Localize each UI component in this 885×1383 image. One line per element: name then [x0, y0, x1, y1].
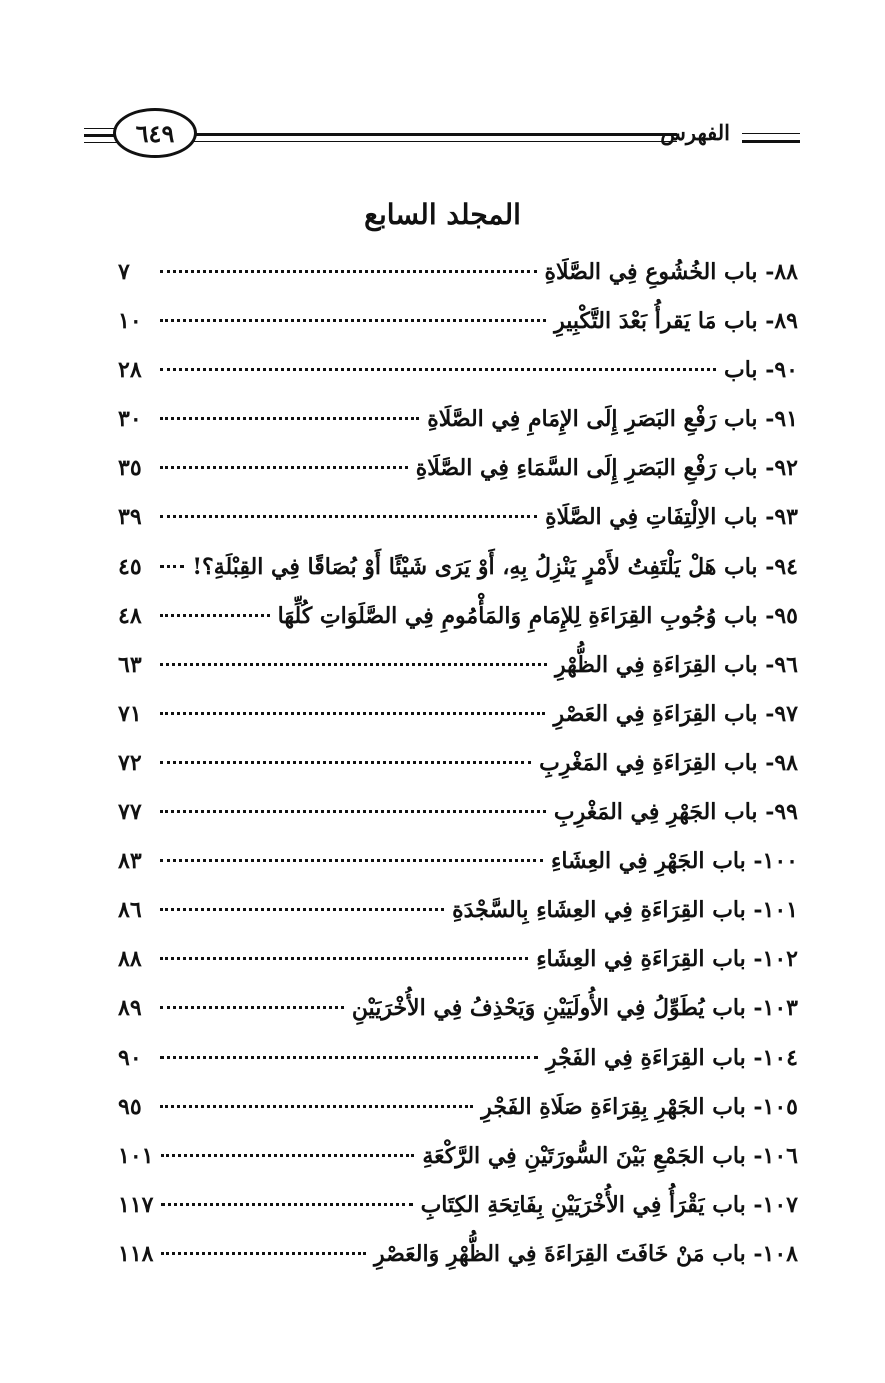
toc-entry-leader [160, 859, 543, 862]
toc-entry-title: باب الخُشُوعِ فِي الصَّلَاةِ [544, 259, 758, 285]
toc-entry-separator: - [757, 749, 775, 776]
volume-title: المجلد السابع [364, 198, 521, 231]
toc-entry-heading [554, 788, 798, 837]
toc-entry-page: ٨٣ [118, 848, 142, 875]
toc-entry-leader [161, 1154, 414, 1157]
toc-entry-page: ١٠ [118, 308, 142, 335]
toc-entry-title: باب رَفْعِ البَصَرِ إِلَى السَّمَاءِ فِي الصَّلَاةِ [415, 455, 758, 482]
toc-entry-leader [161, 1252, 366, 1255]
toc-entry-heading [555, 641, 798, 690]
toc-entry-number: ٩٣ [774, 504, 798, 531]
toc-entry-number: ١٠٤ [762, 1044, 798, 1071]
toc-entry-number: ١٠٧ [762, 1191, 798, 1218]
toc-entry-leader [160, 1056, 538, 1059]
table-of-contents [118, 248, 798, 1279]
toc-entry-title: باب القِرَاءَةِ فِي العِشَاءِ [536, 946, 746, 973]
toc-entry-page: ١٠١ [118, 1142, 154, 1169]
toc-entry-page: ٢٨ [118, 357, 142, 384]
toc-entry-page: ٤٥ [118, 553, 142, 580]
toc-entry-separator: - [757, 308, 775, 335]
page-number: ٦٤٩ [135, 118, 175, 148]
toc-entry-heading [551, 837, 798, 886]
toc-entry [118, 641, 798, 690]
toc-entry-separator: - [745, 897, 763, 924]
toc-entry-separator: - [745, 848, 763, 875]
toc-entry-separator: - [757, 504, 775, 531]
toc-entry-page: ١١٧ [118, 1191, 154, 1218]
toc-entry [118, 395, 798, 444]
header-rule-right-top [742, 133, 800, 134]
toc-entry-page: ٤٨ [118, 602, 142, 629]
toc-entry-heading [421, 1181, 798, 1230]
toc-entry-number: ٩٥ [774, 602, 798, 629]
header-rule-right-bottom [742, 140, 800, 143]
toc-entry-separator: - [745, 1142, 763, 1169]
toc-entry [118, 1083, 798, 1132]
toc-entry [118, 248, 798, 297]
toc-entry-heading [422, 1132, 798, 1181]
toc-entry-heading [546, 1034, 798, 1083]
toc-entry-number: ١٠٥ [762, 1093, 798, 1120]
toc-entry-page: ٨٦ [118, 897, 142, 924]
toc-entry-page: ١١٨ [118, 1240, 154, 1267]
toc-entry-number: ١٠٠ [762, 848, 798, 875]
toc-entry-separator: - [757, 700, 775, 727]
toc-entry-separator: - [757, 406, 775, 433]
toc-entry-title: باب الجَهْرِ فِي العِشَاءِ [550, 848, 746, 875]
toc-entry-title: باب الجَهْرِ بِقِرَاءَةِ صَلَاةِ الفَجْرِ [481, 1093, 746, 1120]
toc-entry [118, 444, 798, 493]
toc-entry-number: ٩٩ [774, 799, 798, 826]
toc-entry-heading [374, 1230, 798, 1279]
toc-entry-heading [724, 346, 798, 395]
toc-entry-leader [160, 908, 444, 911]
toc-entry-title: باب القِرَاءَةِ فِي الفَجْرِ [546, 1044, 746, 1071]
toc-entry-heading [481, 1083, 798, 1132]
toc-entry [118, 788, 798, 837]
toc-entry-leader [160, 663, 547, 666]
toc-entry [118, 493, 798, 542]
toc-entry-title: باب الجَمْعِ بَيْنَ السُّورَتَيْنِ فِي الرَّكْعَةِ [422, 1142, 746, 1169]
toc-entry-heading [539, 739, 798, 788]
toc-entry-number: ١٠٦ [762, 1142, 798, 1169]
toc-entry-page: ٦٣ [118, 651, 142, 678]
toc-entry-leader [160, 957, 528, 960]
running-title: الفهرس [660, 120, 730, 145]
toc-entry-page: ٨٩ [118, 995, 142, 1022]
toc-entry [118, 886, 798, 935]
toc-entry-number: ٩٨ [774, 749, 798, 776]
toc-entry-separator: - [745, 1093, 763, 1120]
toc-entry-title: باب يَقْرَأُ فِي الأُخْرَيَيْنِ بِفَاتِحَةِ الكِتَابِ [420, 1191, 746, 1218]
toc-entry-separator: - [745, 1240, 763, 1267]
toc-entry-page: ٣٩ [118, 504, 142, 531]
toc-entry-number: ١٠٨ [762, 1240, 798, 1267]
toc-entry-separator: - [757, 259, 775, 285]
toc-entry-title: باب مَنْ خَافَتَ القِرَاءَةَ فِي الظُّهْرِ وَالعَصْرِ [373, 1240, 746, 1267]
toc-entry-heading [416, 444, 798, 493]
toc-entry-number: ٩٤ [774, 553, 798, 580]
toc-entry-heading [545, 493, 798, 542]
toc-entry [118, 346, 798, 395]
toc-entry-title: باب وُجُوبِ القِرَاءَةِ لِلإِمَامِ وَالمَأْمُومِ فِي الصَّلَوَاتِ كُلِّهَا [277, 602, 758, 629]
toc-entry-heading [352, 984, 798, 1033]
toc-entry-page: ٣٥ [118, 455, 142, 482]
page-number-badge [113, 108, 197, 158]
toc-entry-leader [160, 466, 408, 469]
toc-entry-separator: - [757, 602, 775, 629]
toc-entry-heading [278, 592, 798, 641]
toc-entry-number: ١٠٢ [762, 946, 798, 973]
toc-entry-title: باب مَا يَقرأُ بَعْدَ التَّكْبِيرِ [554, 308, 758, 335]
toc-entry-heading [427, 395, 798, 444]
toc-entry-page: ٧٢ [118, 749, 142, 776]
toc-entry-title: باب القِرَاءَةِ فِي الظُّهْرِ [554, 651, 758, 678]
toc-entry-title: باب الاِلْتِفَاتِ فِي الصَّلَاةِ [545, 504, 758, 531]
toc-entry-heading [452, 886, 798, 935]
toc-entry-separator: - [757, 357, 775, 384]
toc-entry-title: باب الجَهْرِ فِي المَغْرِبِ [553, 799, 758, 826]
toc-entry-leader [160, 515, 537, 518]
toc-entry-title: باب القِرَاءَةِ فِي العَصْرِ [553, 700, 758, 727]
toc-entry-separator: - [745, 1044, 763, 1071]
toc-entry [118, 592, 798, 641]
toc-entry-number: ٩٦ [774, 651, 798, 678]
toc-entry-leader [160, 417, 419, 420]
toc-entry-title: باب رَفْعِ البَصَرِ إِلَى الإِمَامِ فِي الصَّلَاةِ [427, 406, 758, 433]
toc-entry [118, 1181, 798, 1230]
toc-entry-separator: - [757, 455, 775, 482]
toc-entry-leader [160, 614, 270, 617]
toc-entry-leader [160, 368, 716, 371]
toc-entry-title: باب [724, 357, 758, 384]
toc-entry [118, 935, 798, 984]
toc-entry-heading [553, 690, 798, 739]
toc-entry-number: ٨٩ [774, 308, 798, 335]
toc-entry-title: باب هَلْ يَلْتَفِتُ لأَمْرٍ يَنْزِلُ بِهِ، أَوْ يَرَى شَيْئًا أَوْ بُصَاقًا فِي القِبْلَةِ؟! [192, 553, 758, 580]
toc-entry-leader [160, 1105, 473, 1108]
toc-entry-title: باب القِرَاءَةِ فِي المَغْرِبِ [539, 749, 758, 776]
toc-entry [118, 739, 798, 788]
page-header [0, 0, 885, 190]
toc-entry-number: ٨٨ [774, 259, 798, 285]
toc-entry-heading [536, 935, 798, 984]
toc-entry-separator: - [745, 946, 763, 973]
toc-entry [118, 1230, 798, 1279]
toc-entry [118, 984, 798, 1033]
toc-entry-leader [161, 1203, 412, 1206]
toc-entry [118, 543, 798, 592]
toc-entry-number: ٩١ [774, 406, 798, 433]
toc-entry-page: ٧١ [118, 700, 142, 727]
toc-entry-page: ٧ [118, 259, 130, 285]
toc-entry-heading [554, 297, 798, 346]
toc-entry-page: ٩٠ [118, 1044, 142, 1071]
toc-entry-number: ٩٠ [774, 357, 798, 384]
toc-entry-page: ٨٨ [118, 946, 142, 973]
header-rule-left-bottom [84, 142, 118, 143]
toc-entry-leader [160, 319, 546, 322]
toc-entry-number: ٩٢ [774, 455, 798, 482]
toc-entry [118, 690, 798, 739]
toc-entry-leader [160, 761, 531, 764]
toc-entry-separator: - [757, 651, 775, 678]
toc-entry-leader [160, 1006, 344, 1009]
toc-entry [118, 837, 798, 886]
toc-entry-number: ١٠١ [762, 897, 798, 924]
toc-entry-separator: - [745, 1191, 763, 1218]
toc-entry-separator: - [757, 799, 775, 826]
toc-entry [118, 1132, 798, 1181]
toc-entry [118, 297, 798, 346]
toc-entry-number: ١٠٣ [762, 995, 798, 1022]
toc-entry-page: ٣٠ [118, 406, 142, 433]
toc-entry-page: ٩٥ [118, 1093, 142, 1120]
toc-entry-leader [160, 712, 545, 715]
toc-entry-leader [160, 270, 537, 273]
toc-entry-number: ٩٧ [774, 700, 798, 727]
toc-entry-title: باب القِرَاءَةِ فِي العِشَاءِ بِالسَّجْدَةِ [452, 897, 746, 924]
toc-entry-separator: - [745, 995, 763, 1022]
toc-entry-heading [192, 543, 798, 592]
toc-entry-leader [160, 565, 184, 568]
toc-entry-separator: - [757, 553, 775, 580]
toc-entry-leader [160, 810, 546, 813]
toc-entry-page: ٧٧ [118, 799, 142, 826]
toc-entry-title: باب يُطَوِّلُ فِي الأُولَيَيْنِ وَيَحْذِفُ فِي الأُخْرَيَيْنِ [351, 995, 746, 1022]
toc-entry-heading [545, 248, 799, 297]
toc-entry [118, 1034, 798, 1083]
